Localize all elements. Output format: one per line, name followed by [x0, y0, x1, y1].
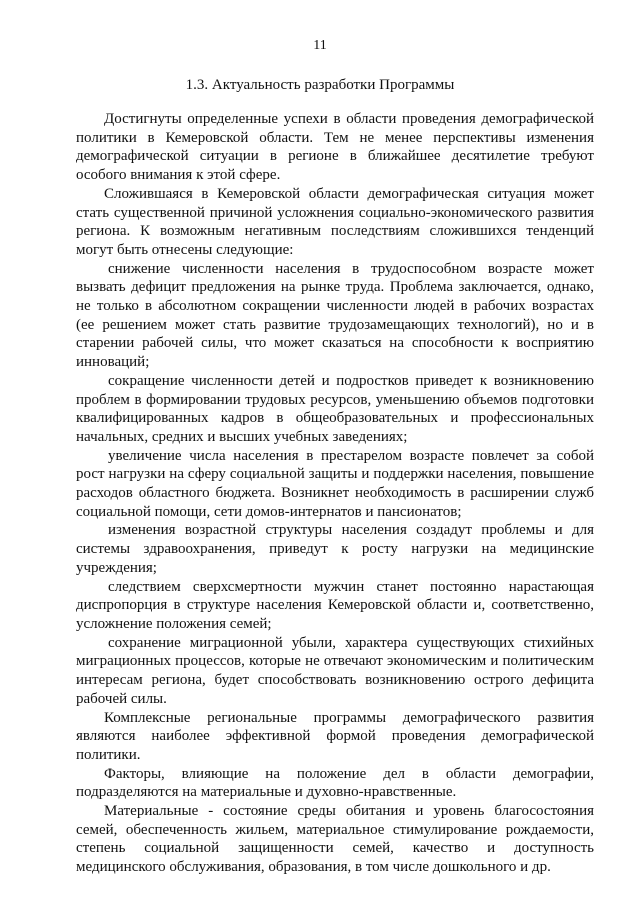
paragraph-factors: Факторы, влияющие на положение дел в области демографии, подразделяются на материальные и духовно-нравственные.	[76, 765, 594, 801]
list-item-working-age: снижение численности населения в трудоспособном возрасте может вызвать дефицит предложения на рынке труда. Проблема заключается, однако, не только в абсолютном сокращении численности людей в рабочих возрастах (ее решением может стать развитие трудозамещающих технологий), но и в старении рабочей силы, что может сказаться на способности к восприятию инноваций;	[76, 260, 594, 371]
list-item-migration: сохранение миграционной убыли, характера существующих стихийных миграционных процессов, которые не отвечают экономическим и политическим интересам региона, будет способствовать возникновению острого дефицита рабочей силы.	[76, 634, 594, 707]
page-number: 11	[313, 38, 327, 53]
paragraph-intro: Достигнуты определенные успехи в области проведения демографической политики в Кемеровской области. Тем не менее перспективы изменения демографической ситуации в регионе в ближайшее десятилетие требуют особого внимания к этой сфере.	[76, 111, 594, 184]
paragraph-situation: Сложившаяся в Кемеровской области демографическая ситуация может стать существенной причиной усложнения социально-экономического развития региона. К возможным негативным последствиям сложившихся тенденций могут быть отнесены следующие:	[76, 185, 594, 258]
list-item-children: сокращение численности детей и подростков приведет к возникновению проблем в формировании трудовых ресурсов, уменьшению объемов подготовки квалифицированных кадров в общеобразовательных и профессиональных начальных, средних и высших учебных заведениях;	[76, 372, 594, 445]
list-item-male-mortality: следствием сверхсмертности мужчин станет постоянно нарастающая диспропорция в структуре населения Кемеровской области и, соответственно, усложнение положения семей;	[76, 578, 594, 632]
section-title: 1.3. Актуальность разработки Программы	[185, 77, 455, 93]
list-item-elderly: увеличение числа населения в престарелом возрасте повлечет за собой рост нагрузки на сферу социальной защиты и поддержки населения, повышение расходов областного бюджета. Возникнет необходимость в расширении служб социальной помощи, сети домов-интернатов и пансионатов;	[76, 447, 594, 520]
paragraph-programs: Комплексные региональные программы демографического развития являются наиболее эффективной формой проведения демографической политики.	[76, 709, 594, 763]
document-body	[76, 110, 594, 877]
paragraph-material: Материальные - состояние среды обитания и уровень благосостояния семей, обеспеченность жильем, материальное стимулирование рождаемости, степень социальной защищенности семей, качество и доступность медицинского обслуживания, образования, в том числе дошкольного и др.	[76, 803, 594, 876]
list-item-healthcare: изменения возрастной структуры населения создадут проблемы и для системы здравоохранения, приведут к росту нагрузки на медицинские учреждения;	[76, 522, 594, 576]
